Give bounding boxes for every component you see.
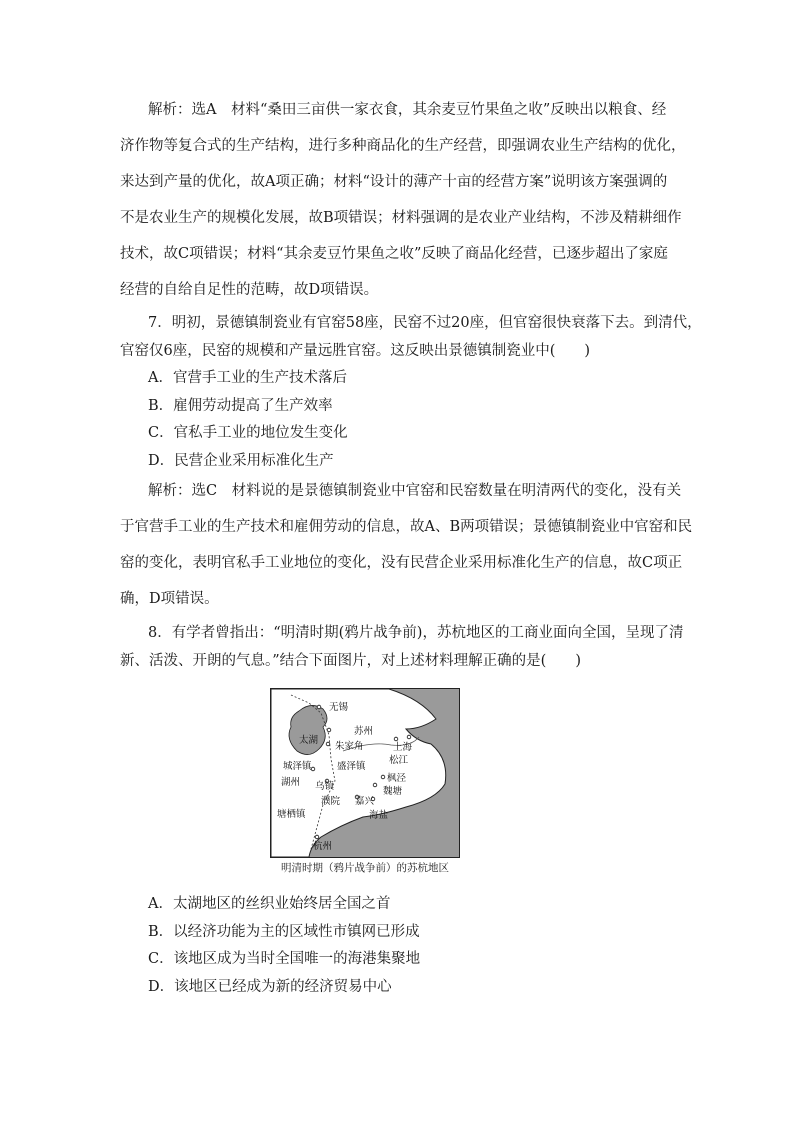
question-stem-line: 8．有学者曾指出：“明清时期(鸦片战争前)，苏杭地区的工商业面向全国，呈现了清: [148, 625, 684, 641]
analysis-line: 于官营手工业的生产技术和雇佣劳动的信息，故A、B两项错误；景德镇制瓷业中官窑和民: [120, 519, 693, 535]
option-a: A．太湖地区的丝织业始终居全国之首: [148, 896, 391, 912]
label-songjiang: 松江: [389, 755, 409, 766]
su-hang-map: [270, 688, 460, 858]
label-chengze: 城泽镇: [283, 761, 312, 772]
analysis-line: 不是农业生产的规模化发展，故B项错误；材料强调的是农业产业结构，不涉及精耕细作: [120, 210, 682, 226]
town-dot: [311, 767, 315, 771]
town-dot: [407, 735, 411, 739]
question-8-options: [120, 891, 676, 1001]
label-hangzhou: 杭州: [313, 841, 333, 852]
option-c: C．官私手工业的地位发生变化: [148, 425, 348, 441]
option-d: D．该地区已经成为新的经济贸易中心: [148, 978, 392, 995]
town-dot: [381, 775, 385, 779]
label-weitang: 魏塘: [383, 786, 403, 797]
label-wuzhen: 乌镇: [315, 781, 335, 792]
analysis-line: 技术，故C项错误；材料“其余麦豆竹果鱼之收”反映了商品化经营，已逐步超出了家庭: [120, 246, 668, 262]
option-b: B．以经济功能为主的区域性市镇网已形成: [148, 923, 420, 940]
analysis-line: 解析：选C 材料说的是景德镇制瓷业中官窑和民窑数量在明清两代的变化，没有关: [148, 483, 682, 499]
option-b: B．雇佣劳动提高了生产效率: [148, 397, 333, 414]
label-puyuan: 濮院: [321, 796, 341, 807]
analysis-block-2: [120, 473, 693, 617]
town-dot: [373, 783, 377, 787]
label-shengze: 盛泽镇: [337, 761, 366, 772]
analysis-line: 解析：选A 材料“桑田三亩供一家衣食，其余麦豆竹果鱼之收”反映出以粮食、经: [148, 102, 667, 118]
label-huzhou: 湖州: [281, 777, 301, 788]
question-stem-line: 7．明初，景德镇制瓷业有官窑58座，民窑不过20座，但官窑很快衰落下去。到清代，: [148, 315, 702, 331]
town-dot: [394, 737, 398, 741]
analysis-line: 济作物等复合式的生产结构，进行多种商品化的生产经营，即强调农业生产结构的优化，: [120, 138, 686, 154]
label-wuxi: 无锡: [329, 702, 349, 713]
label-tangqi: 塘栖镇: [277, 809, 306, 820]
label-fengjing: 枫泾: [387, 773, 407, 784]
option-d: D．民营企业采用标准化生产: [148, 452, 334, 469]
question-8: [120, 620, 684, 675]
map-svg: [271, 689, 459, 857]
question-7: [120, 310, 702, 475]
option-c: C．该地区成为当时全国唯一的海港集聚地: [148, 951, 421, 967]
analysis-line: 窑的变化，表明官私手工业地位的变化，没有民营企业采用标准化生产的信息，故C项正: [120, 555, 683, 571]
analysis-line: 经营的自给自足性的范畴，故D项错误。: [120, 282, 379, 298]
label-shanghai: 上海: [393, 742, 413, 753]
town-dot: [326, 742, 330, 746]
town-dot: [315, 835, 319, 839]
map-caption: 明清时期（鸦片战争前）的苏杭地区: [281, 862, 449, 874]
label-taihu: 太湖: [299, 735, 319, 746]
label-jiaxing: 嘉兴: [355, 796, 375, 807]
question-stem-line: 新、活泼、开朗的气息。”结合下面图片，对上述材料理解正确的是( ): [120, 652, 581, 669]
analysis-line: 来达到产量的优化，故A项正确；材料“设计的薄产十亩的经营方案”说明该方案强调的: [120, 174, 668, 190]
town-dot: [317, 705, 321, 709]
analysis-line: 确，D项错误。: [120, 591, 219, 607]
label-suzhou: 苏州: [354, 726, 374, 737]
analysis-block-1: [120, 92, 686, 308]
option-a: A．官营手工业的生产技术落后: [148, 370, 347, 386]
town-dot: [327, 728, 331, 732]
label-haiyan: 海盐: [369, 810, 389, 821]
question-stem-line: 官窑仅6座，民窑的规模和产量远胜官窑。这反映出景德镇制瓷业中( ): [120, 342, 591, 359]
label-zhujiajiao: 朱家角: [335, 741, 364, 752]
